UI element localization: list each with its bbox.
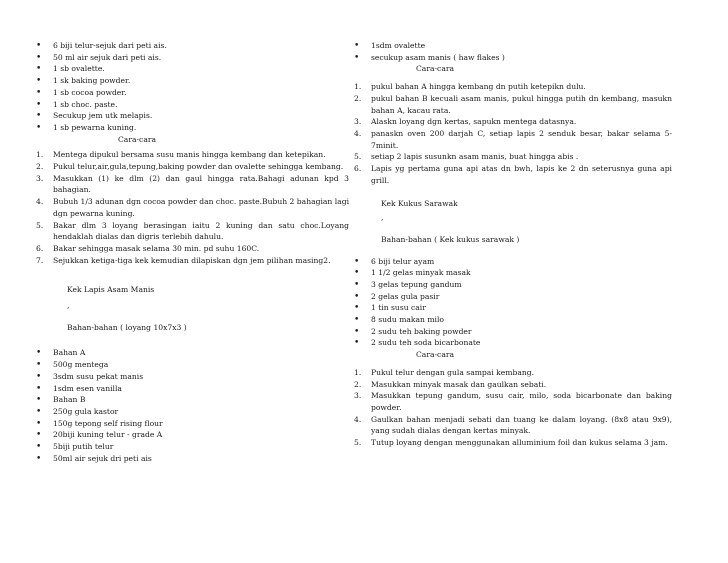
list-item — [36, 394, 349, 406]
step-text: pukul bahan B kecuali asam manis, pukul hingga putih dn kembang, masukn bahan A, kacau rata. — [371, 93, 672, 115]
step-item — [36, 161, 349, 173]
list-item-text: 3sdm susu pekat manis — [53, 371, 144, 381]
step-item — [354, 151, 672, 163]
recipe-title-kek-lapis: Kek Lapis Asam Manis — [67, 285, 155, 295]
list-item-text: 1 sb ovalette. — [53, 64, 105, 74]
list-item — [36, 347, 349, 359]
list-item — [36, 75, 349, 87]
list-item — [354, 40, 672, 52]
cara-heading-3: Cara-cara — [416, 350, 454, 360]
step-number: 4. — [354, 414, 362, 424]
list-item — [354, 256, 672, 268]
cara-heading-2: Cara-cara — [416, 64, 454, 74]
step-list-2 — [354, 81, 672, 186]
step-text: Bubuh 1/3 adunan dgn cocoa powder dan choc. paste.Bubuh 2 bahagian lagi dgn pewarna kuning. — [53, 197, 349, 218]
step-item — [354, 437, 672, 449]
list-item-text: 1sdm ovalette — [371, 41, 426, 50]
step-item — [354, 379, 672, 391]
cara-heading-1: Cara-cara — [118, 134, 156, 144]
step-number: 1. — [354, 367, 362, 377]
step-text: Gaulkan bahan menjadi sebati dan tuang ke dalam loyang. (8x8 atau 9x9), yang sudah dialas dengan kertas minyak. — [371, 414, 672, 436]
step-text: Tutup loyang dengan menggunakan alluminium foil dan kukus selama 3 jam. — [371, 438, 668, 448]
step-number: 5. — [354, 438, 362, 448]
list-item — [354, 291, 672, 303]
ingredient-list-2-continued — [354, 40, 672, 63]
step-item — [354, 93, 672, 116]
list-item-text: 50 ml air sejuk dari peti ais. — [53, 52, 162, 62]
ingredient-list-3 — [354, 256, 672, 350]
step-item — [36, 173, 349, 196]
step-number: 2. — [354, 379, 362, 389]
step-number: 6. — [36, 243, 44, 253]
step-number: 2. — [354, 93, 362, 103]
list-item — [36, 383, 349, 395]
list-item-text: 1 sb pewarna kuning. — [53, 122, 137, 132]
list-item — [354, 52, 672, 64]
list-item-text: 1 sb cocoa powder. — [53, 87, 127, 97]
list-item — [354, 326, 672, 338]
step-text: panaskn oven 200 darjah C, setiap lapis 2 senduk besar, bakar selama 5-7minit. — [371, 128, 672, 150]
list-item — [36, 63, 349, 75]
spacer — [36, 266, 349, 284]
list-item-text: 2 sudu teh soda bicarbonate — [371, 338, 481, 348]
step-item — [36, 149, 349, 161]
step-item — [354, 414, 672, 437]
step-text: Bakar sehingga masak selama 30 min. pd suhu 160C. — [53, 243, 260, 253]
list-item-text: 1sdm esen vanilla — [53, 383, 122, 393]
step-number: 5. — [354, 152, 362, 162]
list-item — [354, 302, 672, 314]
step-text: Masukkan minyak masak dan gaulkan sebati. — [371, 379, 547, 389]
spacer — [354, 224, 672, 234]
step-item — [354, 163, 672, 186]
step-number: 3. — [354, 391, 362, 401]
recipe-title-comma: , — [67, 301, 70, 311]
step-text: Pukul telur,air,gula,tepung,baking powder dan ovalette sehingga kembang. — [53, 162, 344, 172]
list-item-text: 1 tin susu cair — [371, 303, 426, 313]
step-number: 4. — [36, 197, 44, 207]
step-number: 3. — [354, 117, 362, 127]
list-item — [36, 406, 349, 418]
list-item-text: 20biji kuning telur - grade A — [53, 430, 163, 440]
step-text: Sejukkan ketiga-tiga kek kemudian dilapiskan dgn jem pilihan masing2. — [53, 255, 331, 265]
list-item-text: 150g tepong self rising flour — [53, 418, 163, 428]
list-item-text: 2 gelas gula pasir — [371, 291, 440, 301]
step-number: 5. — [36, 220, 44, 230]
spacer — [354, 186, 672, 198]
list-item — [354, 314, 672, 326]
list-item — [354, 267, 672, 279]
step-number: 2. — [36, 162, 44, 172]
bahan-heading-kek-kukus: Bahan-bahan ( Kek kukus sarawak ) — [381, 234, 520, 244]
step-text: Alaskn loyang dgn kertas, sapukn mentega datasnya. — [371, 117, 577, 127]
step-item — [354, 390, 672, 413]
list-item — [354, 337, 672, 349]
list-item — [36, 453, 349, 465]
step-text: Bakar dlm 3 loyang berasingan iaitu 2 kuning dan satu choc.Loyang hendaklah dialas dan digris terlebih dahulu. — [53, 220, 349, 242]
list-item — [36, 122, 349, 134]
list-item — [36, 359, 349, 371]
list-item — [354, 279, 672, 291]
step-item — [36, 243, 349, 255]
step-text: pukul bahan A hingga kembang dn putih ketepikn dulu. — [371, 82, 586, 92]
list-item — [36, 110, 349, 122]
step-text: Pukul telur dengan gula sampai kembang. — [371, 367, 535, 377]
ingredient-list-2 — [36, 347, 349, 464]
step-item — [354, 116, 672, 128]
list-item-text: 250g gula kastor — [53, 406, 119, 416]
list-item-text: 500g mentega — [53, 360, 109, 370]
step-number: 3. — [36, 173, 44, 183]
step-item — [36, 220, 349, 243]
step-item — [354, 367, 672, 379]
step-text: Masukkan (1) ke dlm (2) dan gaul hingga rata.Bahagi adunan kpd 3 bahagian. — [53, 173, 349, 195]
list-item-text: Bahan B — [53, 395, 86, 405]
step-text: Mentega dipukul bersama susu manis hingga kembang dan ketepikan. — [53, 150, 326, 160]
list-item-text: Secukup jem utk melapis. — [53, 111, 153, 121]
recipe-title-kek-kukus: Kek Kukus Sarawak — [381, 199, 458, 209]
list-item — [36, 87, 349, 99]
step-number: 7. — [36, 255, 44, 265]
list-item-text: 6 biji telur-sejuk dari peti ais. — [53, 41, 167, 50]
list-item-text: 50ml air sejuk dri peti ais — [53, 453, 152, 463]
ingredient-list-1 — [36, 40, 349, 134]
list-item-text: Bahan A — [53, 348, 86, 358]
list-item — [36, 429, 349, 441]
step-text: setiap 2 lapis susunkn asam manis, buat hingga abis . — [371, 152, 579, 162]
step-item — [354, 81, 672, 93]
list-item-text: 2 sudu teh baking powder — [371, 326, 472, 336]
step-number: 1. — [36, 150, 44, 160]
spacer — [36, 333, 349, 347]
bullet-icon — [36, 453, 50, 466]
step-number: 1. — [354, 82, 362, 92]
step-item — [354, 128, 672, 151]
list-item-text: 6 biji telur ayam — [371, 256, 435, 266]
list-item-text: secukup asam manis ( haw flakes ) — [371, 52, 505, 62]
list-item-text: 8 sudu makan milo — [371, 315, 444, 325]
recipe-title-comma-2: , — [381, 213, 384, 223]
left-column — [36, 40, 349, 465]
spacer — [36, 312, 349, 322]
list-item — [36, 40, 349, 52]
step-text: Lapis yg pertama guna api atas dn bwh, lapis ke 2 dn seterusnya guna api grill. — [371, 164, 672, 185]
list-item-text: 1 sb choc. paste. — [53, 99, 118, 109]
step-number: 4. — [354, 128, 362, 138]
list-item — [36, 418, 349, 430]
spacer — [354, 246, 672, 256]
list-item-text: 1 1/2 gelas minyak masak — [371, 268, 471, 278]
list-item — [36, 52, 349, 64]
list-item-text: 1 sk baking powder. — [53, 76, 131, 86]
list-item — [36, 371, 349, 383]
step-list-3 — [354, 367, 672, 449]
step-item — [36, 196, 349, 219]
step-item — [36, 255, 349, 267]
right-column — [354, 40, 672, 449]
list-item — [36, 99, 349, 111]
list-item-text: 3 gelas tepung gandum — [371, 279, 462, 289]
step-list-1 — [36, 149, 349, 266]
step-text: Masukkan tepung gandum, susu cair, milo, soda bicarbonate dan baking powder. — [371, 391, 672, 412]
list-item — [36, 441, 349, 453]
bahan-heading-kek-lapis: Bahan-bahan ( loyang 10x7x3 ) — [67, 322, 187, 332]
step-number: 6. — [354, 164, 362, 174]
list-item-text: 5biji putih telur — [53, 442, 114, 452]
